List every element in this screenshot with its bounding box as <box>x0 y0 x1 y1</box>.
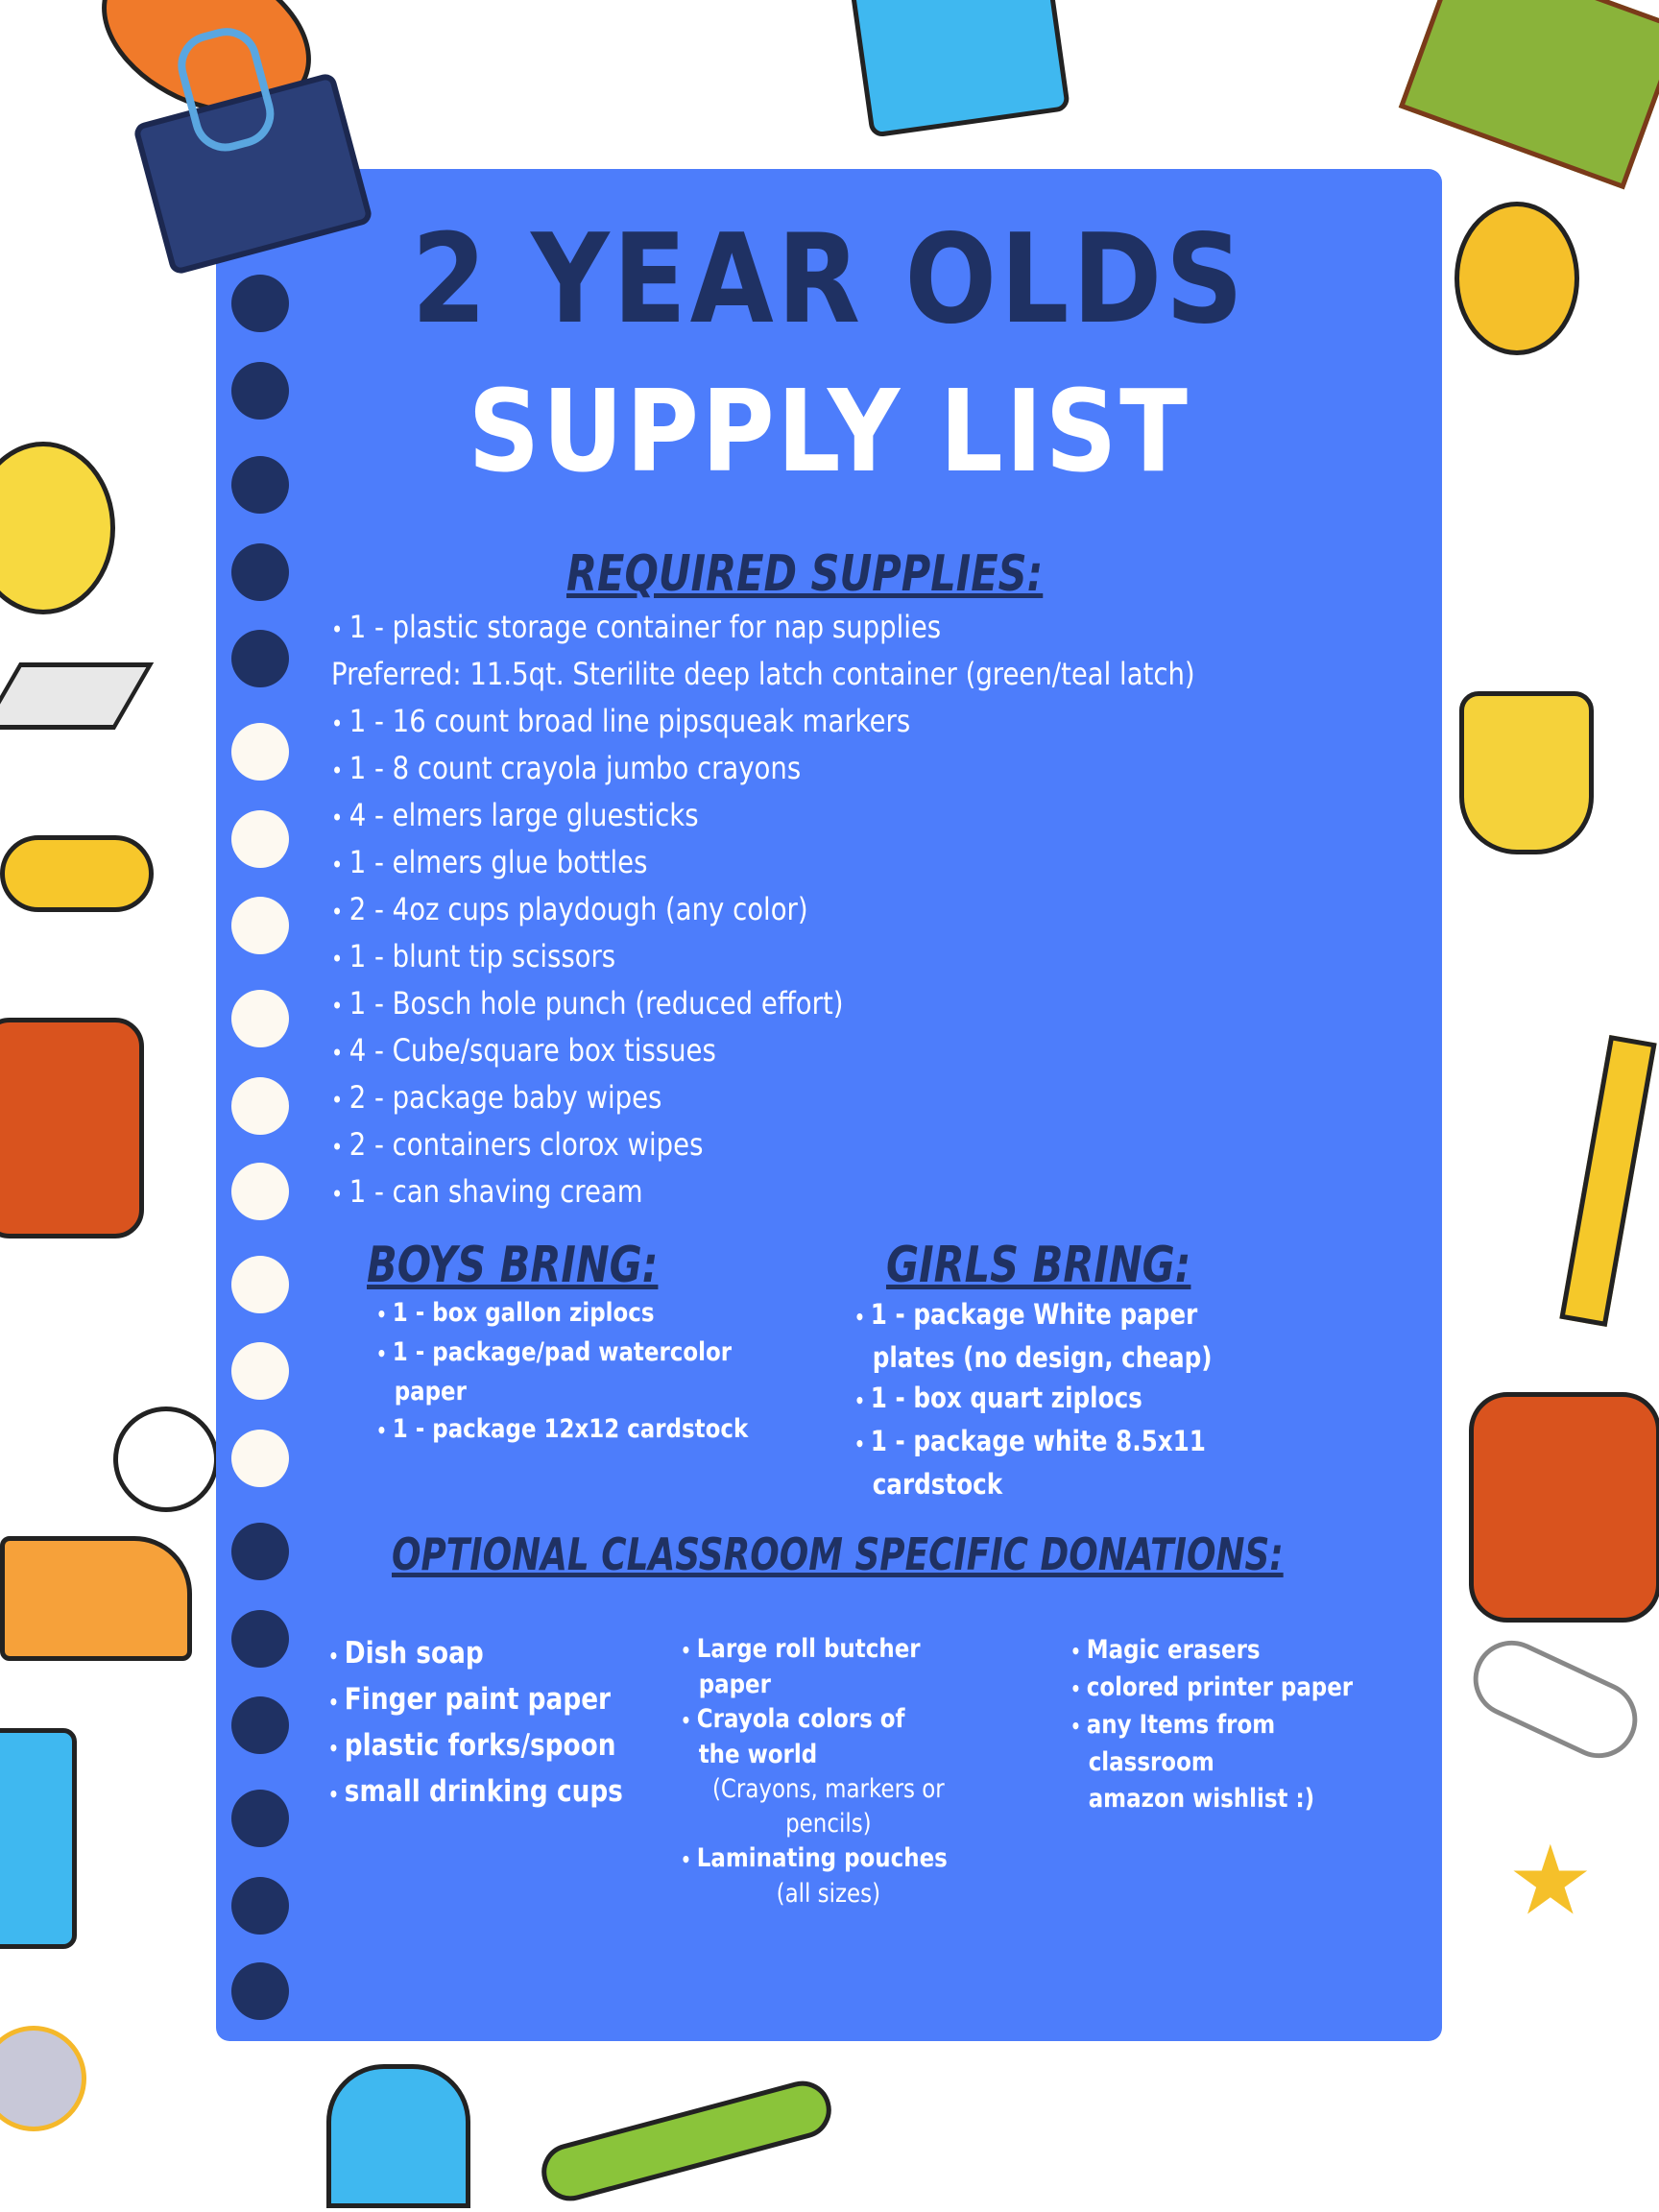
pencil-doodle <box>1559 1035 1656 1327</box>
optional-heading: OPTIONAL CLASSROOM SPECIFIC DONATIONS: <box>392 1528 1284 1580</box>
rocket-doodle <box>0 835 154 912</box>
hole-icon <box>231 1696 289 1754</box>
hole-icon <box>231 1790 289 1847</box>
list-item-note: (all sizes) <box>776 1879 881 1909</box>
required-heading: REQUIRED SUPPLIES: <box>566 545 1044 603</box>
paperclip-doodle <box>1461 1628 1650 1771</box>
hole-icon <box>231 897 289 954</box>
list-item: • small drinking cups <box>328 1770 655 1816</box>
list-item: • 1 - package white 8.5x11 cardstock <box>854 1421 1279 1504</box>
clock-doodle <box>0 2026 86 2131</box>
hole-icon <box>231 275 289 332</box>
hole-icon <box>231 723 289 781</box>
list-item: • Magic erasers <box>1070 1632 1357 1670</box>
girls-list <box>854 1294 1279 1504</box>
hole-icon <box>231 1430 289 1487</box>
list-item: • any Items from classroom amazon wishlist :) <box>1070 1707 1317 1817</box>
letter-c-doodle <box>1455 202 1579 355</box>
list-item: • Crayola colors of the world <box>681 1702 944 1772</box>
list-item: • 1 - elmers glue bottles <box>331 840 1195 887</box>
list-item: • 1 - plastic storage container for nap supplies <box>331 605 1195 652</box>
star-doodle: ★ <box>1507 1824 1594 1936</box>
hole-icon <box>231 1256 289 1313</box>
hole-icon <box>231 1962 289 2020</box>
hole-icon <box>231 1610 289 1668</box>
list-item-note: (Crayons, markers or pencils) <box>711 1774 945 1839</box>
list-item: • 1 - 8 count crayola jumbo crayons <box>331 746 1195 793</box>
list-item: • plastic forks/spoon <box>328 1724 655 1770</box>
hole-icon <box>231 1163 289 1220</box>
optional-col-3 <box>1070 1632 1357 1817</box>
title-line-2: SUPPLY LIST <box>468 365 1190 497</box>
list-item: • 4 - elmers large gluesticks <box>331 793 1195 840</box>
list-item: • 1 - 16 count broad line pipsqueak markers <box>331 699 1195 746</box>
list-item: • Large roll butcher paper <box>681 1632 991 1702</box>
hole-icon <box>231 630 289 687</box>
list-item-note: Preferred: 11.5qt. Sterilite deep latch container (green/teal latch) <box>331 656 1195 692</box>
soccer-ball-doodle <box>113 1407 219 1512</box>
letter-a-doodle <box>326 2064 470 2208</box>
hole-icon <box>231 1077 289 1135</box>
list-item: • 2 - package baby wipes <box>331 1075 1195 1122</box>
scissors-doodle <box>536 2075 838 2207</box>
apple-doodle <box>0 442 115 614</box>
list-item: • 2 - 4oz cups playdough (any color) <box>331 887 1195 934</box>
list-item: • Dish soap <box>328 1632 655 1678</box>
list-item: • 4 - Cube/square box tissues <box>331 1028 1195 1075</box>
hole-icon <box>231 1342 289 1400</box>
list-item: • 1 - package White paper plates (no design, cheap) <box>854 1294 1279 1378</box>
girls-heading: GIRLS BRING: <box>886 1237 1191 1294</box>
hole-icon <box>231 1877 289 1935</box>
hole-icon <box>231 543 289 601</box>
paper-plane-doodle <box>0 662 154 730</box>
tablet-doodle-bottom <box>0 1728 77 1949</box>
required-list <box>331 605 1195 1216</box>
backpack-doodle <box>0 1018 144 1238</box>
optional-col-1 <box>328 1632 655 1816</box>
hole-icon <box>231 1523 289 1580</box>
hole-icon <box>231 810 289 868</box>
list-item: • 1 - box quart ziplocs <box>854 1378 1279 1421</box>
title-line-1: 2 YEAR OLDS <box>411 208 1247 351</box>
list-item: • 1 - package 12x12 cardstock <box>376 1410 768 1450</box>
chalkboard-doodle <box>1399 0 1659 189</box>
list-item: • 1 - box gallon ziplocs <box>376 1294 768 1334</box>
hole-icon <box>231 990 289 1047</box>
list-item: • 1 - can shaving cream <box>331 1169 1195 1216</box>
list-item: • colored printer paper <box>1070 1670 1357 1707</box>
list-item: • 1 - Bosch hole punch (reduced effort) <box>331 981 1195 1028</box>
hole-icon <box>231 456 289 514</box>
hole-icon <box>231 362 289 420</box>
list-item: • 1 - package/pad watercolor paper <box>376 1334 768 1410</box>
backpack-doodle-right <box>1469 1392 1659 1623</box>
list-item: • 1 - blunt tip scissors <box>331 934 1195 981</box>
list-item: • Laminating pouches <box>681 1841 991 1877</box>
pizza-doodle <box>0 1536 192 1661</box>
boys-list <box>376 1294 768 1450</box>
list-item: • Finger paint paper <box>328 1678 655 1724</box>
list-item: • 2 - containers clorox wipes <box>331 1122 1195 1169</box>
boys-heading: BOYS BRING: <box>367 1237 659 1294</box>
trophy-doodle <box>1459 691 1594 854</box>
optional-col-2 <box>648 1632 991 1911</box>
tablet-doodle <box>850 0 1070 138</box>
